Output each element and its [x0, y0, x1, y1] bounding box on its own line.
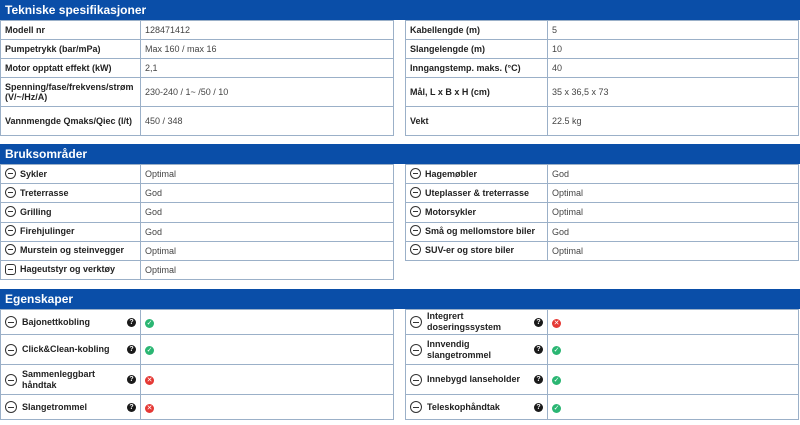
- spec-value: 128471412: [141, 21, 394, 40]
- features-header: [0, 289, 800, 309]
- patio-icon: [410, 187, 421, 198]
- usage-row: [406, 165, 799, 184]
- spec-value: 35 x 36,5 x 73: [548, 78, 799, 107]
- usage-row: [1, 222, 394, 241]
- hose-reel-icon: [5, 401, 17, 413]
- usage-row: [1, 241, 394, 260]
- usage-title: Bruksområder: [5, 147, 88, 161]
- usage-left-column: [0, 164, 394, 280]
- usage-value: God: [548, 165, 799, 184]
- feature-row: [406, 395, 799, 420]
- spec-row: [1, 40, 394, 59]
- usage-row: [1, 203, 394, 222]
- spec-label: Spenning/fase/frekvens/strøm (V/~/Hz/A): [1, 78, 141, 107]
- check-icon: ✓: [553, 347, 560, 355]
- feature-row: [406, 365, 799, 395]
- usage-value: God: [141, 203, 394, 222]
- feature-label: Innvendig slangetrommel: [427, 338, 492, 360]
- spec-value: 230-240 / 1~ /50 / 10: [141, 78, 394, 107]
- usage-header: [0, 144, 800, 164]
- spec-value: 2,1: [141, 59, 394, 78]
- spec-label: Mål, L x B x H (cm): [406, 78, 548, 107]
- spec-label: Modell nr: [1, 21, 141, 40]
- usage-value: God: [548, 222, 799, 241]
- specs-header: [0, 0, 800, 20]
- feature-label: Innebygd lanseholder: [427, 374, 521, 385]
- usage-value: Optimal: [141, 260, 394, 279]
- help-icon[interactable]: ?: [534, 403, 543, 412]
- spec-value: 22.5 kg: [548, 107, 799, 136]
- usage-value: Optimal: [548, 184, 799, 203]
- spec-label: Vekt: [406, 107, 548, 136]
- usage-label: Hageutstyr og verktøy: [20, 264, 116, 275]
- spec-value: 450 / 348: [141, 107, 394, 136]
- help-icon[interactable]: ?: [127, 345, 136, 354]
- feature-label: Bajonettkobling: [22, 316, 90, 327]
- check-icon: ✓: [553, 377, 560, 385]
- suv-icon: [410, 244, 421, 255]
- spec-label: Inngangstemp. maks. (°C): [406, 59, 548, 78]
- usage-right-column: [405, 164, 799, 280]
- usage-value: Optimal: [141, 165, 394, 184]
- usage-value: God: [141, 222, 394, 241]
- check-icon: ✓: [146, 319, 153, 327]
- spec-row: [406, 107, 799, 136]
- dosing-system-icon: [410, 316, 422, 328]
- spec-row: [406, 59, 799, 78]
- check-icon: ✓: [553, 404, 560, 412]
- check-icon: ✓: [146, 347, 153, 355]
- usage-label: Små og mellomstore biler: [425, 226, 536, 237]
- cross-icon: ✕: [146, 404, 153, 412]
- help-icon[interactable]: ?: [127, 318, 136, 327]
- bicycle-icon: [5, 168, 16, 179]
- spec-label: Kabellengde (m): [406, 21, 548, 40]
- usage-label: Murstein og steinvegger: [20, 245, 125, 256]
- help-icon[interactable]: ?: [534, 318, 543, 327]
- spec-row: [1, 59, 394, 78]
- spec-value: 5: [548, 21, 799, 40]
- foldable-handle-icon: [5, 374, 17, 386]
- usage-row: [406, 222, 799, 241]
- help-icon[interactable]: ?: [534, 375, 543, 384]
- help-icon[interactable]: ?: [127, 403, 136, 412]
- spec-row: [406, 21, 799, 40]
- feature-row: [1, 365, 394, 395]
- internal-hose-reel-icon: [410, 344, 422, 356]
- deck-icon: [5, 187, 16, 198]
- usage-label: Motorsykler: [425, 206, 477, 217]
- spec-value: 40: [548, 59, 799, 78]
- help-icon[interactable]: ?: [127, 375, 136, 384]
- specs-grid: [0, 20, 800, 136]
- features-left-column: [0, 309, 394, 420]
- usage-value: Optimal: [548, 203, 799, 222]
- spec-row: [1, 107, 394, 136]
- features-right-column: [405, 309, 799, 420]
- telescopic-handle-icon: [410, 401, 422, 413]
- quad-bike-icon: [5, 225, 16, 236]
- spec-row: [406, 40, 799, 59]
- spec-row: [1, 21, 394, 40]
- spec-label: Slangelengde (m): [406, 40, 548, 59]
- usage-row: [406, 241, 799, 260]
- feature-label: Slangetrommel: [22, 401, 88, 412]
- cross-icon: ✕: [553, 319, 560, 327]
- feature-row: [1, 335, 394, 365]
- feature-row: [406, 310, 799, 335]
- click-clean-icon: [5, 344, 17, 356]
- help-icon[interactable]: ?: [534, 345, 543, 354]
- usage-label: Sykler: [20, 168, 48, 179]
- feature-label: Integrert doseringssystem: [427, 311, 502, 333]
- usage-row: [1, 165, 394, 184]
- usage-value: Optimal: [548, 241, 799, 260]
- grill-icon: [5, 206, 16, 217]
- motorcycle-icon: [410, 206, 421, 217]
- feature-row: [1, 310, 394, 335]
- usage-row: [1, 260, 394, 279]
- usage-label: Uteplasser & treterrasse: [425, 187, 530, 198]
- usage-value: Optimal: [141, 241, 394, 260]
- small-car-icon: [410, 225, 421, 236]
- features-title: Egenskaper: [5, 292, 74, 307]
- usage-row: [406, 184, 799, 203]
- usage-value: God: [141, 184, 394, 203]
- cross-icon: ✕: [146, 377, 153, 385]
- feature-label: Sammenleggbart håndtak: [22, 368, 96, 390]
- spec-value: Max 160 / max 16: [141, 40, 394, 59]
- spec-label: Pumpetrykk (bar/mPa): [1, 40, 141, 59]
- usage-grid: [0, 164, 800, 280]
- usage-label: SUV-er og store biler: [425, 245, 515, 256]
- garden-tools-icon: [5, 264, 16, 275]
- bayonet-coupling-icon: [5, 316, 17, 328]
- lance-holder-icon: [410, 374, 422, 386]
- usage-label: Treterrasse: [20, 187, 69, 198]
- brick-wall-icon: [5, 244, 16, 255]
- features-grid: [0, 309, 800, 420]
- specs-right-column: [405, 20, 799, 136]
- spec-row: [406, 78, 799, 107]
- spec-value: 10: [548, 40, 799, 59]
- specs-title: Tekniske spesifikasjoner: [5, 3, 147, 17]
- spec-label: Vannmengde Qmaks/Qiec (l/t): [1, 107, 141, 136]
- usage-label: Firehjulinger: [20, 226, 75, 237]
- usage-label: Grilling: [20, 206, 52, 217]
- specs-left-column: [0, 20, 394, 136]
- usage-row: [406, 203, 799, 222]
- spec-label: Motor opptatt effekt (kW): [1, 59, 141, 78]
- feature-label: Teleskophåndtak: [427, 401, 500, 412]
- usage-row: [1, 184, 394, 203]
- usage-label: Hagemøbler: [425, 168, 478, 179]
- garden-furniture-icon: [410, 168, 421, 179]
- feature-row: [406, 335, 799, 365]
- spec-row: [1, 78, 394, 107]
- feature-label: Click&Clean-kobling: [22, 344, 110, 355]
- feature-row: [1, 395, 394, 420]
